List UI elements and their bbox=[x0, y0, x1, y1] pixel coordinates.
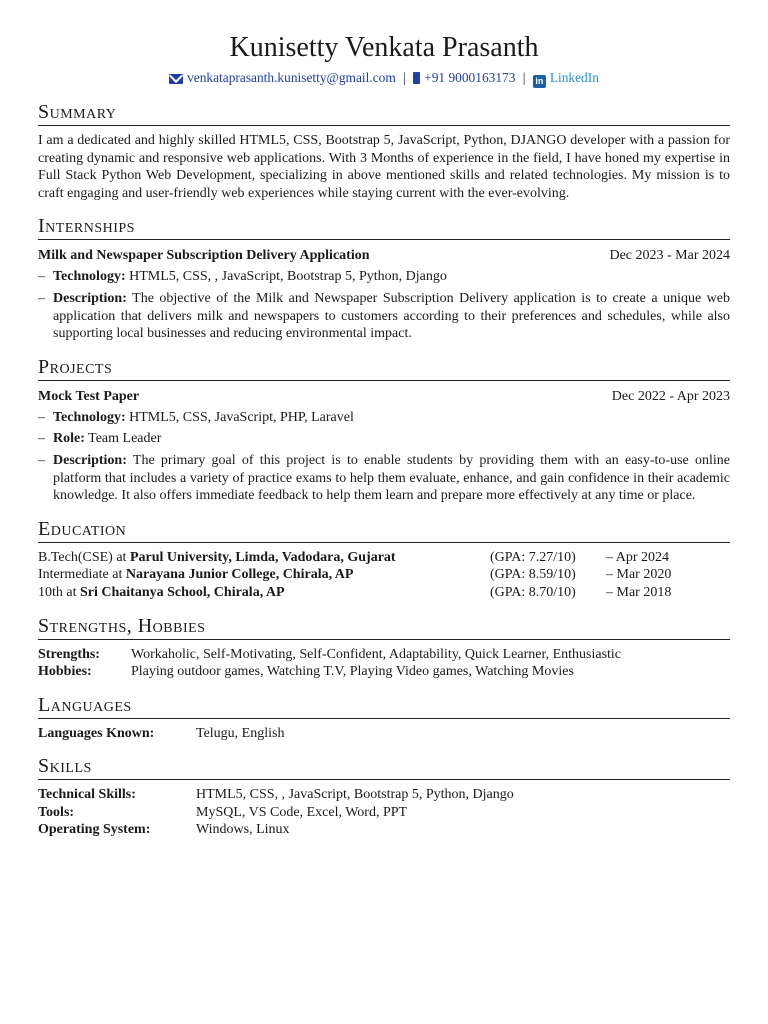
contact-line bbox=[38, 69, 730, 88]
section-title: Strengths, Hobbies bbox=[38, 614, 730, 640]
envelope-icon bbox=[169, 74, 183, 84]
internships-section bbox=[38, 214, 730, 342]
entry-header bbox=[38, 387, 730, 407]
row-key: Tools: bbox=[38, 804, 75, 820]
mobile-phone-icon bbox=[413, 72, 420, 84]
strengths-row bbox=[38, 646, 730, 664]
gpa: (GPA: 8.70/10) bbox=[490, 584, 576, 600]
degree: B.Tech(CSE) at bbox=[38, 549, 127, 565]
section-title: Education bbox=[38, 517, 730, 543]
summary-text: I am a dedicated and highly skilled HTML5, CSS, Bootstrap 5, JavaScript, Python, DJANGO developer with a passion for creating dynamic and responsive web applications. With 3 Months of experience in the field, I have honed my expertise in Full Stack Python Web Development, specializing in above mentioned skills and related technologies. My mission is to craft engaging and user-friendly web experiences while staying current with the ever-evolving. bbox=[38, 133, 730, 201]
entry-items bbox=[38, 268, 730, 342]
entry-header bbox=[38, 246, 730, 266]
phone-link[interactable]: +91 9000163173 bbox=[424, 70, 516, 85]
row-key: Operating System: bbox=[38, 822, 151, 838]
languages-section bbox=[38, 693, 730, 743]
technical-skills-row bbox=[38, 786, 730, 804]
graduation-date: – Mar 2020 bbox=[606, 567, 672, 583]
graduation-date: – Mar 2018 bbox=[606, 584, 672, 600]
hobbies-row bbox=[38, 663, 730, 681]
education-row bbox=[38, 549, 730, 567]
school: Parul University, Limda, Vadodara, Gujarat bbox=[129, 549, 396, 565]
school: Narayana Junior College, Chirala, AP bbox=[125, 567, 354, 583]
row-key: Hobbies: bbox=[38, 664, 92, 680]
row-key: Technical Skills: bbox=[38, 787, 136, 803]
candidate-name: Kunisetty Venkata Prasanth bbox=[229, 32, 539, 63]
resume-page bbox=[38, 30, 730, 839]
tools-row bbox=[38, 804, 730, 822]
item-text: The objective of the Milk and Newspaper Subscription Delivery application is to create a unique web application that delivers milk and newspapers to customers according to their preferences and schedules, while also supporting local businesses and reducing environmental impact. bbox=[53, 290, 730, 342]
item-label: Role: bbox=[53, 431, 85, 447]
section-title: Languages bbox=[38, 693, 730, 719]
row-value: MySQL, VS Code, Excel, Word, PPT bbox=[196, 804, 408, 820]
list-item: – Description: The primary goal of this project is to enable students by providing them with an easy-to-use online platform that includes a variety of practice exams to help them evaluate, enhance, and gain confidence in their academic knowledge. It also offers immediate feedback to help them learn and prepare more effectively at any time or place. bbox=[38, 452, 730, 504]
operating-system-row bbox=[38, 821, 730, 839]
row-value: Windows, Linux bbox=[196, 822, 290, 838]
item-text: HTML5, CSS, JavaScript, PHP, Laravel bbox=[129, 409, 354, 425]
row-key: Languages Known: bbox=[38, 725, 155, 741]
education-row bbox=[38, 566, 730, 584]
item-label: Description: bbox=[53, 290, 127, 306]
list-item: – Technology: HTML5, CSS, JavaScript, PHP, Laravel bbox=[38, 409, 354, 425]
section-title: Skills bbox=[38, 754, 730, 780]
languages-row bbox=[38, 725, 730, 743]
section-title: Projects bbox=[38, 355, 730, 381]
email-link[interactable]: venkataprasanth.kunisetty@gmail.com bbox=[187, 70, 396, 85]
summary-section bbox=[38, 100, 730, 202]
entry-items bbox=[38, 409, 730, 505]
row-value: Telugu, English bbox=[196, 725, 285, 741]
row-key: Strengths: bbox=[38, 646, 100, 662]
linkedin-link[interactable]: LinkedIn bbox=[549, 70, 599, 85]
list-item: – Description: The objective of the Milk and Newspaper Subscription Delivery application is to create a unique web application that delivers milk and newspapers to customers according to their preferences and schedules, while also supporting local businesses and reducing environmental impact. bbox=[38, 290, 730, 342]
entry-title: Milk and Newspaper Subscription Delivery Application bbox=[38, 248, 370, 264]
school: Sri Chaitanya School, Chirala, AP bbox=[80, 584, 285, 600]
row-value: Playing outdoor games, Watching T.V, Playing Video games, Watching Movies bbox=[131, 664, 574, 680]
item-label: Technology: bbox=[53, 269, 126, 285]
item-label: Description: bbox=[53, 452, 127, 468]
section-title: Summary bbox=[38, 100, 730, 126]
entry-title: Mock Test Paper bbox=[38, 388, 140, 404]
section-title: Internships bbox=[38, 214, 730, 240]
projects-section bbox=[38, 355, 730, 505]
separator: | bbox=[403, 70, 406, 85]
row-value: Workaholic, Self-Motivating, Self-Confident, Adaptability, Quick Learner, Enthusiastic bbox=[131, 646, 622, 662]
linkedin-icon: in bbox=[533, 75, 546, 88]
item-text: The primary goal of this project is to enable students by providing them with an easy-to-use online platform that includes a variety of practice exams to help them evaluate, enhance, and gain confidence in their academic knowledge. It also offers immediate feedback to help them learn and prepare more effectively at any time or place. bbox=[53, 452, 730, 504]
education-row bbox=[38, 584, 730, 602]
list-item: – Role: Team Leader bbox=[38, 431, 162, 447]
item-text: HTML5, CSS, , JavaScript, Bootstrap 5, Python, Django bbox=[129, 269, 447, 285]
item-text: Team Leader bbox=[88, 431, 162, 447]
list-item: – Technology: HTML5, CSS, , JavaScript, Bootstrap 5, Python, Django bbox=[38, 269, 447, 285]
education-section bbox=[38, 517, 730, 602]
row-value: HTML5, CSS, , JavaScript, Bootstrap 5, Python, Django bbox=[196, 787, 514, 803]
gpa: (GPA: 8.59/10) bbox=[490, 567, 576, 583]
degree: Intermediate at bbox=[38, 567, 123, 583]
entry-dates: Dec 2022 - Apr 2023 bbox=[611, 388, 730, 404]
degree: 10th at bbox=[38, 584, 77, 600]
entry-dates: Dec 2023 - Mar 2024 bbox=[609, 248, 730, 264]
separator: | bbox=[522, 70, 526, 85]
gpa: (GPA: 7.27/10) bbox=[490, 549, 576, 565]
strengths-hobbies-section bbox=[38, 614, 730, 681]
graduation-date: – Apr 2024 bbox=[606, 549, 669, 565]
skills-section bbox=[38, 754, 730, 839]
item-label: Technology: bbox=[53, 409, 126, 425]
